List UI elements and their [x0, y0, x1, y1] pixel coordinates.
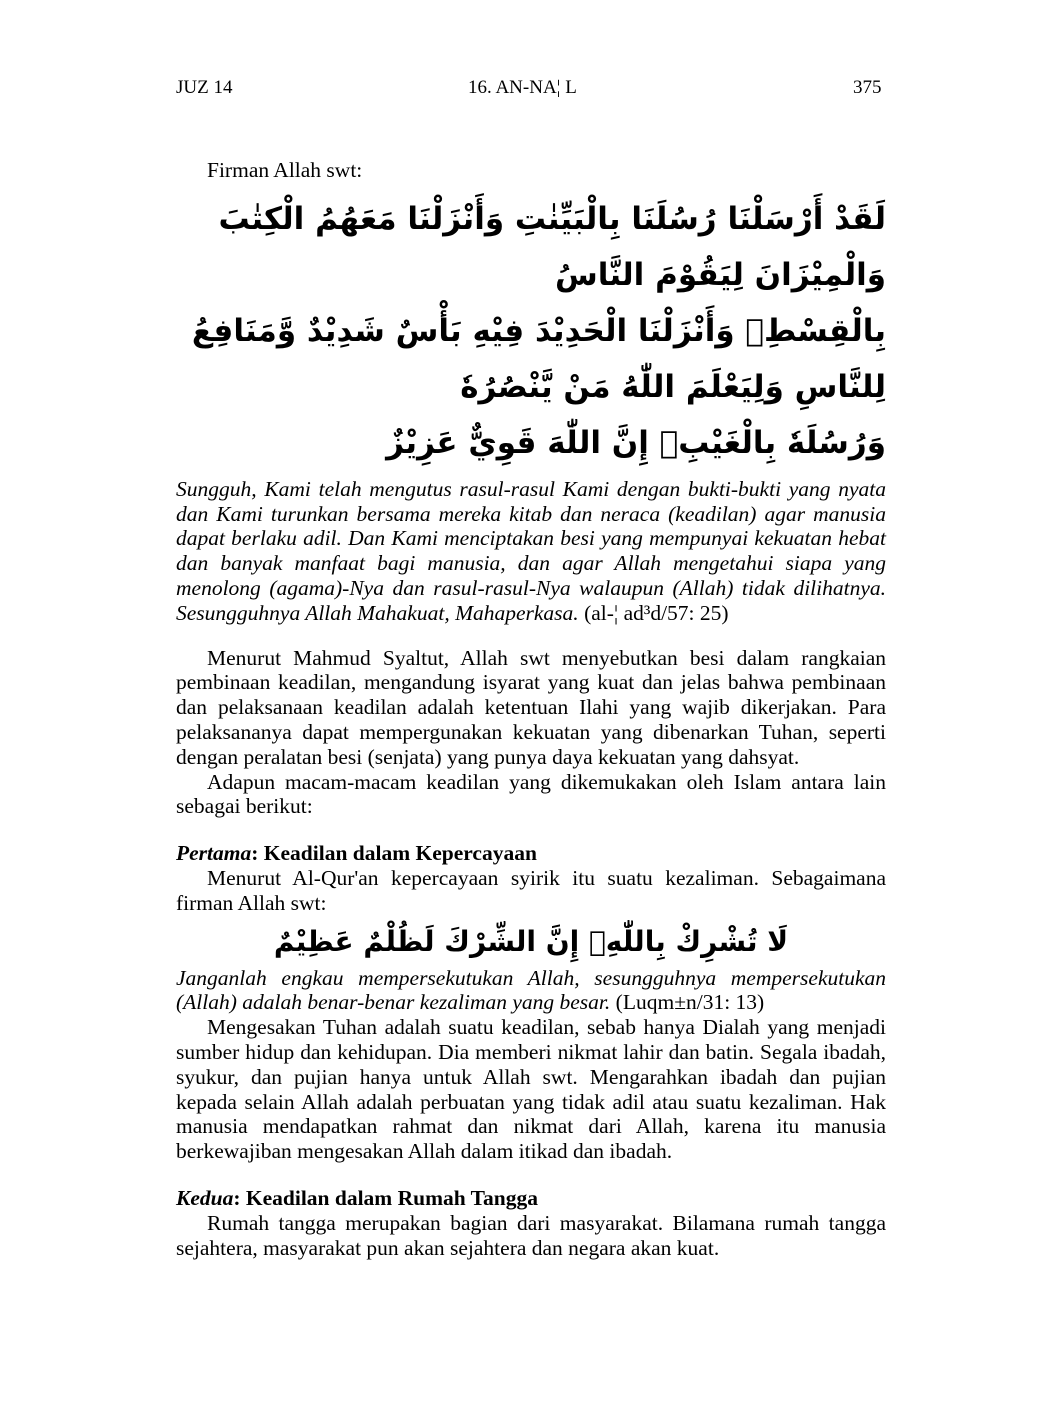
running-header-surah: 16. AN-NA¦ L	[468, 77, 577, 98]
arabic-line: لَقَدْ أَرْسَلْنَا رُسُلَنَا بِالْبَيِّنٰتِ وَأَنْزَلْنَا مَعَهُمُ الْكِتٰبَ وَالْمِيْزَانَ لِيَقُوْمَ النَّاسُ	[218, 200, 886, 293]
running-header-juz: JUZ 14	[176, 77, 233, 98]
section-heading	[176, 841, 886, 866]
arabic-verse-1	[176, 191, 886, 471]
arabic-verse-2: لَا تُشْرِكْ بِاللّٰهِۗ إِنَّ الشِّرْكَ لَظُلْمٌ عَظِيْمٌ	[273, 924, 789, 958]
section-title: : Keadilan dalam Kepercayaan	[251, 841, 537, 866]
section-title: : Keadilan dalam Rumah Tangga	[233, 1185, 539, 1210]
section-heading	[176, 1186, 886, 1211]
paragraph: Rumah tangga merupakan bagian dari masyarakat. Bilamana rumah tangga sejahtera, masyarakat pun akan sejahtera dan negara akan kuat.	[176, 1210, 886, 1260]
paragraph: Menurut Mahmud Syaltut, Allah swt menyebutkan besi dalam rangkaian pembinaan keadilan, mengandung isyarat yang kuat dan jelas bahwa pembinaan dan pelaksanaan keadilan adalah ketentuan Ilahi yang wajib dikerjakan. Para pelaksananya dapat mempergunakan kekuatan yang dibenarkan Tuhan, seperti dengan peralatan besi (senjata) yang punya daya kekuatan yang dahsyat.	[176, 645, 886, 769]
translation-text: Sungguh, Kami telah mengutus rasul-rasul Kami dengan bukti-bukti yang nyata dan Kami turunkan bersama mereka kitab dan neraca (keadilan) agar manusia dapat berlaku adil. Dan Kami menciptakan besi yang mempunyai kekuatan hebat dan banyak manfaat bagi manusia, dan agar Allah mengetahui siapa yang menolong (agama)-Nya dan rasul-rasul-Nya walaupun (Allah) tidak dilihatnya. Sesungguhnya Allah Mahakuat, Mahaperkasa.	[176, 476, 886, 625]
citation: (al-¦ ad³d/57: 25)	[578, 600, 729, 625]
page-number: 375	[853, 77, 882, 98]
page-body	[176, 158, 886, 1320]
section-label: Pertama	[176, 841, 252, 866]
paragraph: Adapun macam-macam keadilan yang dikemukakan oleh Islam antara lain sebagai berikut:	[176, 769, 886, 819]
paragraph: Menurut Al-Qur'an kepercayaan syirik itu suatu kezaliman. Sebagaimana firman Allah swt:	[176, 865, 886, 915]
translation-1	[176, 477, 886, 626]
paragraph-syaltut	[176, 646, 886, 820]
arabic-line: بِالْقِسْطِۚ وَأَنْزَلْنَا الْحَدِيْدَ فِيْهِ بَأْسٌ شَدِيْدٌ وَّمَنَافِعُ لِلنَّاسِ وَلِيَعْلَمَ اللّٰهُ مَنْ يَّنْصُرُهٗ	[191, 312, 886, 405]
intro-text: Firman Allah swt:	[207, 158, 363, 182]
citation: (Luqm±n/31: 13)	[610, 990, 765, 1015]
paragraph: Mengesakan Tuhan adalah suatu keadilan, sebab hanya Dialah yang menjadi sumber hidup dan kehidupan. Dia memberi nikmat lahir dan batin. Segala ibadah, syukur, dan pujian hanya untuk Allah swt. Mengarahkan ibadah dan pujian kepada selain Allah adalah perbuatan yang tidak adil atau suatu kezaliman. Hak manusia mendapatkan rahmat dan nikmat dari Allah, karena itu manusia berkewajiban mengesakan Allah dalam itikad dan ibadah.	[176, 1015, 886, 1164]
section-pertama	[176, 841, 886, 1164]
section-kedua	[176, 1186, 886, 1260]
arabic-line: وَرُسُلَهٗ بِالْغَيْبِۗ إِنَّ اللّٰهَ قَوِيٌّ عَزِيْزٌ	[386, 424, 886, 461]
intro-firman	[176, 158, 886, 183]
translation-text: Janganlah engkau mempersekutukan Allah, sesungguhnya mempersekutukan (Allah) adalah benar-benar kezaliman yang besar.	[176, 965, 886, 1015]
section-label: Kedua	[176, 1185, 234, 1210]
